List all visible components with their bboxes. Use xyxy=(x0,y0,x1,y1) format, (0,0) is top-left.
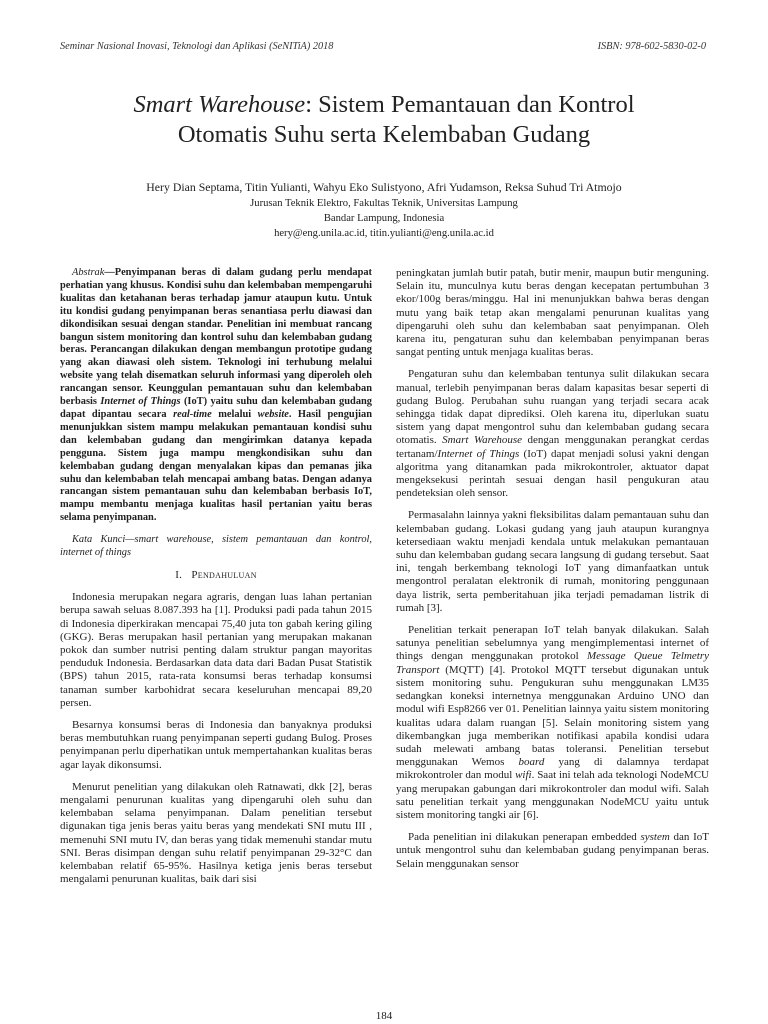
text-run: (IoT) dapat menjadi solusi yakni dengan algoritma yang ditanamkan pada mikrokontroler, aktuator dapat mengeksekusi perintah sesuai dengan hasil pengukuran atau pendeteksian oleh sensor. xyxy=(396,447,709,500)
section-number: I. xyxy=(175,568,183,581)
keywords: Kata Kunci—smart warehouse, sistem pemantauan dan kontrol, internet of things xyxy=(60,534,372,559)
abstract-iot: Internet of Things xyxy=(100,396,181,408)
paragraph: Besarnya konsumsi beras di Indonesia dan banyaknya produksi beras membutuhkan ruang penyimpanan seperti gudang Bulog. Proses penyimpanan perlu diperhatikan untuk mempertahankan kualitas beras agar layak dikonsumsi. xyxy=(60,718,372,771)
text-run: . Saat ini telah ada teknologi NodeMCU yang merupakan gabungan dari mikrokontroler dan modul wifi. Salah satu penelitian terkait yang menggunakan NodeMCU yaitu untuk sistem monitoring tangki air [6]. xyxy=(396,769,709,821)
text-run: (MQTT) [4]. Protokol MQTT tersebut digunakan untuk sistem monitoring suhu. Pengukuran suhu menggunakan LM35 sedangkan koneksi internetnya menggunakan Arduino UNO dan modul wifi Esp8266 ver 01. Penelitian lainnya yaitu sistem monitoring kualitas udara dalam ruangan [5]. Selain monitoring sistem yang dikembangkan juga memberikan notifikasi apabila kondisi udara sudah melewati ambang batas toleransi. Penelitian tersebut menggunakan Wemos xyxy=(396,663,709,769)
abstract xyxy=(60,267,372,525)
running-header-conference: Seminar Nasional Inovasi, Teknologi dan Aplikasi (SeNITiA) 2018 xyxy=(60,41,334,52)
abstract-text-4: . Hasil pengujian menunjukkan sistem mampu melakukan pemantauan kondisi suhu dan kelembaban gudang dan mengirimkan datanya kepada pengguna. Sistem juga mampu mengkondisikan suhu dan kelembaban gudang dengan menyalakan kipas dan pemanas jika suhu dan kelembaban telah mencapai ambang batas. Dengan adanya rancangan sistem pemantauan suhu dan kelembaban berbasis IoT, mampu membantu menjaga kualitas hasil pertanian yaitu beras selama penyimpanan. xyxy=(60,408,372,524)
section-title: Pendahuluan xyxy=(191,568,257,581)
italic-term: board xyxy=(518,756,545,769)
italic-term: Internet of Things xyxy=(437,447,520,460)
text-run: dengan menggunakan perangkat cerdas tertanam/ xyxy=(396,434,709,460)
abstract-text-3: melalui xyxy=(211,408,258,420)
italic-term: Smart Warehouse xyxy=(442,434,523,447)
abstract-website: website xyxy=(257,408,289,420)
author-list: Hery Dian Septama, Titin Yulianti, Wahyu Eko Sulistyono, Afri Yudamson, Reksa Suhud Tri Atmojo xyxy=(146,180,622,194)
title-italic-part: Smart Warehouse xyxy=(133,91,306,118)
paragraph xyxy=(396,831,709,871)
italic-term: wifi xyxy=(515,769,532,782)
page-number: 184 xyxy=(375,1010,393,1022)
abstract-sep: — xyxy=(104,267,115,278)
left-column xyxy=(60,267,372,895)
title-line1-rest: : Sistem Pemantauan dan Kontrol xyxy=(305,91,635,118)
paragraph: Permasalahn lainnya yakni fleksibilitas dalam pemantauan suhu dan kelembaban gudang. Lokasi gudang yang jauh ataupun kurangnya ketersediaan waktu menjadi kendala untuk melakukan pemantauan suhu dan kelembaban gudang secara langsung di gudang tersebut. Saat ini, tengah berkembang teknologi IoT yang dimanfaatkan untuk mengontrol peralatan elektronik di rumah, monitoring penggunaan daya listrik, serta pemberitahuan jika terjadi pemadaman listrik di rumah [3]. xyxy=(396,509,709,614)
text-run: dan IoT untuk mengontrol suhu dan kelembaban gudang penyimpanan beras. Selain menggunakan sensor xyxy=(396,831,710,870)
paragraph: peningkatan jumlah butir patah, butir menir, maupun butir menguning. Selain itu, munculnya kutu beras dengan kecepatan pertumbuhan 3 ekor/100g beras/minggu. Hal ini menunjukkan bahwa beras dengan mutu yang baik tetap akan mengalami penurunan kualitas yang dipengaruhi oleh suhu dan kelembaban saat penyimpanan. Oleh karena itu, pengaturan suhu dan kelembaban penyimpanan beras sangat penting untuk menjaga kualitas beras. xyxy=(396,267,709,359)
text-run: Pengaturan suhu dan kelembaban tentunya sulit dilakukan secara manual, terlebih penyimpanan beras dalam kapasitas besar seperti di gudang Bulog. Perubahan suhu ruangan yang terjadi secara acak sehingga tidak dapat diprediksi. Oleh karena itu, diperlukan suatu sistem yang dapat mengontrol suhu dan kelembaban gudang secara otomatis. xyxy=(396,368,709,447)
paragraph: Indonesia merupakan negara agraris, dengan luas lahan pertanian berupa sawah seluas 8.087.393 ha [1]. Produksi padi pada tahun 2015 di Indonesia diperkirakan mencapai 75,40 juta ton gabah kering giling (GKG). Beras merupakan hasil pertanian yang merupakan makanan pokok dan sumber nutrisi penting dalam struktur pangan mayoritas penduduk Indonesia. Berdasarkan data data dari Badan Pusat Statistik (BPS) tahun 2015, rata-rata konsumsi beras terhadap konsumsi tanaman sumber karbohidrat secara keseluruhan mencapai 89,20 persen. xyxy=(60,591,372,709)
abstract-label: Abstrak xyxy=(72,267,105,278)
right-column xyxy=(396,267,709,880)
text-run: Penelitian terkait penerapan IoT telah banyak dilakukan. Salah satunya penelitian sebelumnya yang mengimplementasi internet of things dengan menggunakan protokol xyxy=(396,624,709,663)
running-header-isbn: ISBN: 978-602-5830-02-0 xyxy=(597,41,706,52)
author-emails: hery@eng.unila.ac.id, titin.yulianti@eng.unila.ac.id xyxy=(274,228,494,239)
paragraph: Menurut penelitian yang dilakukan oleh Ratnawati, dkk [2], beras mengalami penurunan kualitas yang dipengaruhi oleh suhu dan kelembaban selama penyimpanan. Dalam penelitian tersebut digunakan tiga jenis beras yaitu beras yang mendekati SNI mutu III , memenuhi SNI mutu IV, dan beras yang tidak memenuhi standar mutu SNI. Beras disimpan dengan suhu relatif penyimpanan 29-32°C dan kelembaban relatif 65-95%. Hasilnya ketiga jenis beras tersebut mengalami penurunan kualitas, baik dari sisi xyxy=(60,780,372,886)
text-run: yang di dalamnya terdapat mikrokontroler dan modul xyxy=(396,756,709,782)
paragraph xyxy=(396,624,709,822)
abstract-text-2: (IoT) yaitu suhu dan kelembaban gudang dapat dipantau secara xyxy=(60,396,372,420)
title-line2: Otomatis Suhu serta Kelembaban Gudang xyxy=(177,121,591,148)
section-heading xyxy=(60,569,372,582)
affiliation-location: Bandar Lampung, Indonesia xyxy=(323,213,445,224)
text-run: Pada penelitian ini dilakukan penerapan embedded xyxy=(408,831,641,844)
abstract-text-1: Penyimpanan beras di dalam gudang perlu mendapat perhatian yang khusus. Kondisi suhu dan kelembaban mempengaruhi kualitas dan ketahanan beras terhadap jamur ataupun kutu. Untuk itu kondisi gudang penyimpanan beras senantiasa perlu diawasi dan dikondisikan sesuai dengan standar. Penelitian ini membuat rancang bangun sistem monitoring dan kontrol suhu dan kelembaban gudang beras. Perancangan dilakukan dengan membangun prototipe gudang yang akan diawasi oleh sistem. Teknologi ini terhubung melalui website yang telah disematkan seluruh informasi yang diperoleh oleh rancangan sensor. Keunggulan pemantauan suhu dan kelembaban berbasis xyxy=(60,267,372,408)
italic-term: system xyxy=(640,831,670,844)
abstract-realtime: real-time xyxy=(173,408,212,420)
paragraph xyxy=(396,368,709,500)
affiliation-department: Jurusan Teknik Elektro, Fakultas Teknik, Universitas Lampung xyxy=(250,198,518,209)
paper-title xyxy=(40,90,728,150)
italic-term: Message Queue Telmetry Transport xyxy=(396,650,709,676)
